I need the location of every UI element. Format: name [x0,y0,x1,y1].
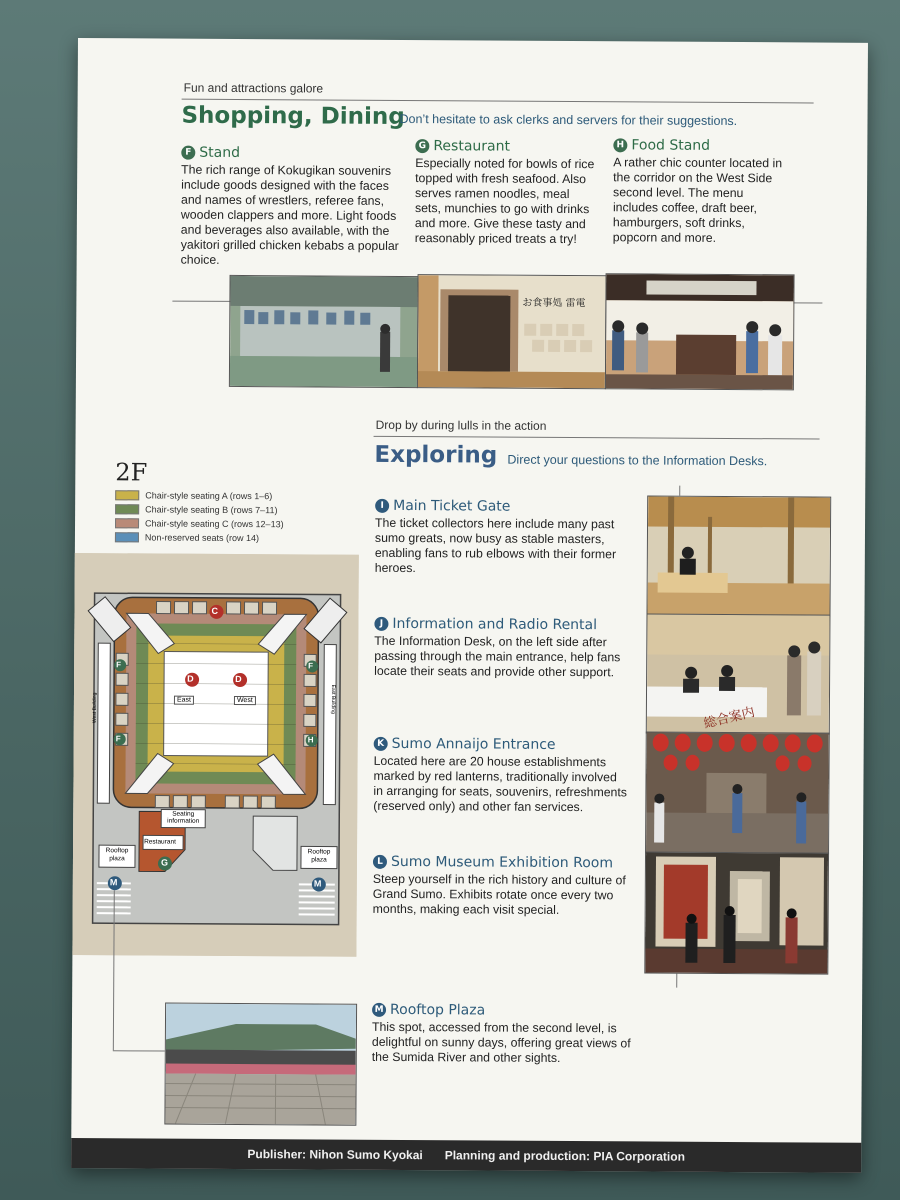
information-body: The Information Desk, on the left side after passing through the main entrance, help fans locate their seats and provide other support. [374,633,621,680]
restaurant-sign: お食事処 雷電 [522,297,586,310]
restaurant-photo [417,274,607,389]
legend-label-b: Chair-style seating B (rows 7–11) [145,504,278,516]
stand-section [181,145,410,269]
food-stand-photo [605,273,795,390]
annaijo-photo [645,731,830,854]
restaurant-body: Especially noted for bowls of rice topped with fresh seafood. Also serves ramen noodles, meal sets, munchies to go with drinks and more. Give these tasty and reasonably priced treats a try! [414,156,595,247]
museum-title: Sumo Museum Exhibition Room [390,853,614,872]
map-label-seating-info: Seating information [167,810,200,825]
legend-label-a: Chair-style seating A (rows 1–6) [145,490,273,502]
rooftop-title: Rooftop Plaza [390,1001,486,1019]
restaurant-photo-image [418,275,606,388]
ticket-gate-photo-image [647,496,830,615]
rooftop-photo-image [165,1004,356,1125]
restaurant-heading [415,138,597,155]
map-marker-d-east: D [187,673,194,684]
letter-f-badge: F [181,146,195,160]
publisher-footer [71,1138,861,1173]
map-marker-f-right: F [308,661,314,671]
main-ticket-gate-heading [375,498,631,516]
footer-publisher: Publisher: Nihon Sumo Kyokai [247,1147,423,1163]
footer-planning: Planning and production: PIA Corporation [444,1148,686,1164]
connector-vertical [113,890,115,1050]
museum-photo [644,851,829,974]
food-stand-section [613,137,792,246]
stand-photo [229,275,419,388]
photo-column-tick-top [679,486,680,496]
stand-title: Stand [199,144,241,161]
exploring-title: Exploring [374,441,498,469]
photo-column-tick-bottom [676,974,677,988]
connector-horizontal [113,1050,165,1051]
map-marker-h: H [307,735,314,745]
map-marker-g: G [160,857,169,868]
museum-body: Steep yourself in the rich history and culture of Grand Sumo. Exhibits rotate once every two months, making each visit special. [372,871,626,917]
food-stand-heading [613,137,791,154]
information-title: Information and Radio Rental [392,615,598,634]
shopping-subtitle: Don’t hesitate to ask clerks and servers for their suggestions. [399,111,738,129]
food-stand-photo-image [606,274,794,389]
legend-item-nonreserved [115,530,284,545]
annaijo-heading [374,736,630,754]
legend-swatch-c [115,518,139,528]
main-ticket-gate-title: Main Ticket Gate [393,497,511,515]
map-label-rooftop-right: Rooftop plaza [307,848,331,864]
legend-item-c [115,516,284,531]
information-section [374,616,630,681]
exploring-rule [374,436,820,440]
letter-k-badge: K [374,737,388,751]
shopping-kicker: Fun and attractions galore [183,80,324,96]
map-label-restaurant: Restaurant [144,838,176,846]
shopping-title: Shopping, Dining [181,102,405,130]
map-marker-m-left: M [109,877,118,888]
stand-photo-image [230,276,418,387]
museum-photo-image [645,852,828,973]
ticket-gate-photo [646,495,831,616]
rooftop-heading [372,1002,648,1020]
letter-l-badge: L [373,855,387,869]
legend-item-a [115,488,284,503]
map-marker-f-left: F [116,660,122,670]
brochure-page [71,38,868,1173]
map-label-side-right: East Building [329,684,337,714]
letter-m-badge: M [372,1003,386,1017]
rooftop-body: This spot, accessed from the second level, is delightful on sunny days, offering great views of the Sumida River and other sights. [371,1019,631,1065]
floor-label: 2F [115,458,148,487]
exploring-kicker: Drop by during lulls in the action [375,417,547,433]
letter-j-badge: J [374,617,388,631]
museum-heading [373,854,629,872]
information-banner: 総合案内 [702,705,757,732]
letter-g-badge: G [415,139,429,153]
letter-i-badge: I [375,499,389,513]
map-marker-f-lower: F [115,734,121,744]
legend-swatch-nonreserved [115,532,139,542]
legend-swatch-b [115,504,139,514]
legend-swatch-a [115,490,139,500]
floor-map [72,553,358,957]
map-marker-m-right: M [313,878,322,889]
information-heading [374,616,630,634]
stand-body: The rich range of Kokugikan souvenirs include goods designed with the faces and names of wrestlers, referee fans, wooden clappers and more. Light foods and beverages also available, with the yakitori grilled chicken kebabs a popular choice. [180,162,399,267]
food-stand-title: Food Stand [631,137,711,154]
seating-legend [115,488,284,545]
annaijo-section [373,736,629,816]
exploring-subtitle: Direct your questions to the Information Desks. [507,452,768,469]
map-marker-c: C [211,605,219,616]
map-label-rooftop-left: Rooftop plaza [105,847,129,863]
photo-strip-rule-left [172,301,230,302]
legend-label-c: Chair-style seating C (rows 12–13) [145,518,284,530]
restaurant-title: Restaurant [433,138,511,155]
information-desk-photo [646,613,831,734]
map-marker-d-west: D [235,673,242,685]
restaurant-section [415,138,598,247]
annaijo-body: Located here are 20 house establishments marked by red lanterns, traditionally involved in arranging for seats, souvenirs, refreshments (reserved only) and other fan services. [373,753,628,815]
main-ticket-gate-section [375,498,631,578]
map-label-east: East [174,696,194,705]
letter-h-badge: H [613,138,627,152]
map-label-west: West [234,696,256,705]
rooftop-photo [164,1003,357,1126]
annaijo-title: Sumo Annaijo Entrance [391,735,556,753]
legend-label-nonreserved: Non-reserved seats (row 14) [144,532,260,544]
annaijo-photo-image [646,732,829,853]
main-ticket-gate-body: The ticket collectors here include many past sumo greats, now busy as stable masters, enabling fans to rub elbows with their former heroes. [374,515,617,576]
rooftop-section [372,1002,648,1067]
legend-item-b [115,502,284,517]
map-label-side-left: West Building [91,692,99,724]
stand-heading [181,145,409,162]
food-stand-body: A rather chic counter located in the corridor on the West Side second level. The menu includes coffee, draft beer, hamburgers, soft drinks, popcorn and more. [612,155,783,245]
museum-section [373,854,629,919]
